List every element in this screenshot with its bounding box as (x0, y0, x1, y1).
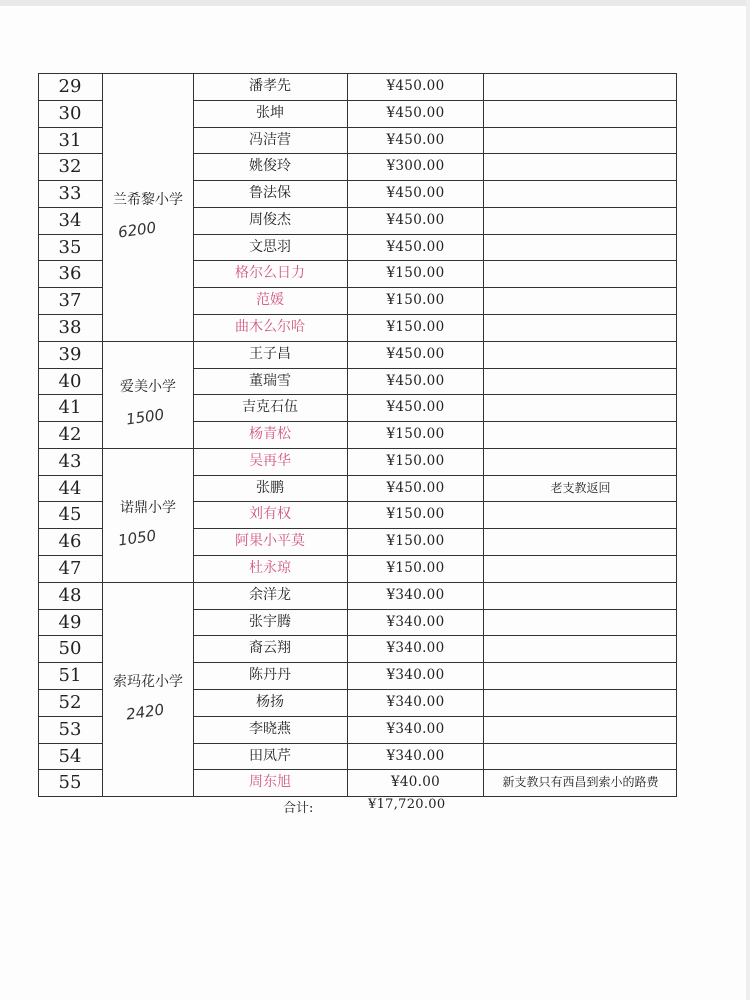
row-number: 47 (58, 558, 82, 579)
teacher-name: 裔云翔 (249, 640, 291, 656)
teacher-name: 周东旭 (249, 774, 291, 790)
amount: ¥450.00 (386, 399, 445, 415)
amount: ¥450.00 (386, 239, 445, 255)
teacher-name: 范媛 (256, 292, 284, 308)
row-number: 40 (58, 371, 82, 392)
teacher-name: 吴再华 (249, 453, 291, 469)
row-number: 45 (58, 504, 82, 525)
teacher-name: 曲木么尔哈 (235, 319, 305, 335)
row-number: 30 (58, 103, 82, 124)
teacher-name: 杜永琼 (249, 560, 291, 576)
row-number: 41 (58, 397, 82, 418)
school-name: 索玛花小学 (113, 673, 183, 690)
amount: ¥340.00 (386, 587, 445, 603)
amount: ¥450.00 (386, 346, 445, 362)
row-number: 49 (58, 612, 82, 633)
teacher-name: 杨扬 (256, 694, 284, 710)
teacher-name: 吉克石伍 (242, 399, 298, 415)
row-number: 46 (58, 531, 82, 552)
handwritten-subtotal: 1500 (124, 405, 166, 429)
amount: ¥150.00 (386, 426, 445, 442)
row-number: 55 (58, 772, 82, 793)
teacher-name: 董瑞雪 (249, 373, 291, 389)
amount: ¥40.00 (390, 774, 441, 790)
row-number: 31 (58, 130, 82, 151)
row-number: 29 (58, 76, 82, 97)
amount: ¥150.00 (386, 506, 445, 522)
teacher-name: 文思羽 (249, 239, 291, 255)
amount: ¥450.00 (386, 480, 445, 496)
amount: ¥340.00 (386, 694, 445, 710)
amount: ¥450.00 (386, 105, 445, 121)
row-number: 35 (58, 237, 82, 258)
total-value: ¥17,720.00 (368, 797, 446, 812)
teacher-name: 冯洁营 (249, 132, 291, 148)
amount: ¥450.00 (386, 185, 445, 201)
amount: ¥340.00 (386, 748, 445, 764)
amount: ¥340.00 (386, 614, 445, 630)
amount: ¥150.00 (386, 265, 445, 281)
teacher-name: 周俊杰 (249, 212, 291, 228)
amount: ¥150.00 (386, 292, 445, 308)
scan-edge-right (746, 0, 750, 1000)
total-label: 合计: (283, 801, 314, 816)
row-number: 38 (58, 317, 82, 338)
row-number: 42 (58, 424, 82, 445)
school-name: 兰希黎小学 (113, 191, 183, 208)
teacher-name: 格尔么日力 (235, 265, 305, 281)
amount: ¥340.00 (386, 640, 445, 656)
teacher-name: 张坤 (256, 105, 284, 121)
teacher-name: 鲁法保 (249, 185, 291, 201)
remark: 新支教只有西昌到索小的路费 (502, 775, 659, 789)
amount: ¥150.00 (386, 453, 445, 469)
amount: ¥450.00 (386, 373, 445, 389)
teacher-name: 田凤芹 (249, 748, 291, 764)
teacher-name: 张宇腾 (249, 614, 291, 630)
amount: ¥450.00 (386, 132, 445, 148)
table-rule-full (38, 796, 677, 797)
row-number: 44 (58, 478, 82, 499)
amount: ¥150.00 (386, 560, 445, 576)
row-number: 33 (58, 183, 82, 204)
handwritten-subtotal: 2420 (124, 700, 166, 724)
handwritten-subtotal: 1050 (116, 526, 158, 550)
row-number: 34 (58, 210, 82, 231)
teacher-name: 陈丹丹 (249, 667, 291, 683)
handwritten-subtotal: 6200 (116, 218, 158, 242)
teacher-name: 张鹏 (256, 480, 284, 496)
amount: ¥150.00 (386, 533, 445, 549)
row-number: 36 (58, 263, 82, 284)
row-number: 48 (58, 585, 82, 606)
teacher-name: 姚俊玲 (249, 158, 291, 174)
row-number: 32 (58, 156, 82, 177)
amount: ¥300.00 (386, 158, 445, 174)
teacher-name: 余洋龙 (249, 587, 291, 603)
row-number: 43 (58, 451, 82, 472)
school-name: 诺鼎小学 (120, 499, 176, 516)
row-number: 39 (58, 344, 82, 365)
teacher-name: 潘孝先 (249, 78, 291, 94)
teacher-name: 李晓燕 (249, 721, 291, 737)
school-name: 爱美小学 (120, 379, 176, 396)
amount: ¥340.00 (386, 667, 445, 683)
teacher-name: 王子昌 (249, 346, 291, 362)
amount: ¥150.00 (386, 319, 445, 335)
row-number: 50 (58, 638, 82, 659)
row-number: 52 (58, 692, 82, 713)
amount: ¥340.00 (386, 721, 445, 737)
teacher-name: 阿果小平莫 (235, 533, 305, 549)
row-number: 53 (58, 719, 82, 740)
teacher-name: 刘有权 (249, 506, 291, 522)
row-number: 51 (58, 665, 82, 686)
row-number: 37 (58, 290, 82, 311)
teacher-name: 杨青松 (249, 426, 291, 442)
scan-edge-top (0, 0, 750, 6)
amount: ¥450.00 (386, 78, 445, 94)
row-number: 54 (58, 746, 82, 767)
stipend-table (38, 73, 677, 796)
amount: ¥450.00 (386, 212, 445, 228)
remark: 老支教返回 (550, 481, 611, 495)
